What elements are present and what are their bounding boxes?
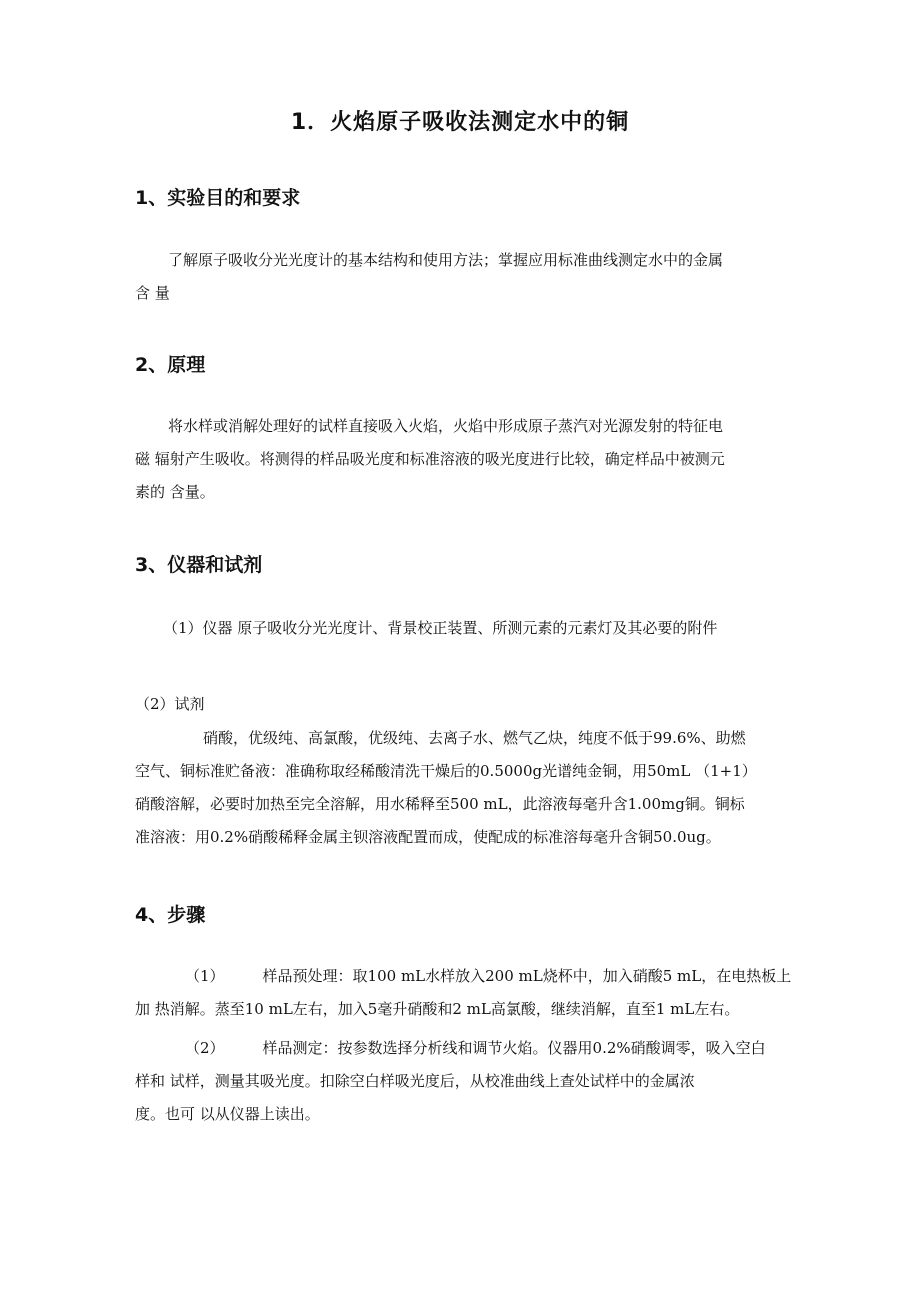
instrument-paragraph — [135, 612, 795, 645]
paragraph-line: 空气、铜标准贮备液：准确称取经稀酸清洗干燥后的0.5000g光谱纯金铜，用50mL （1+1） — [135, 762, 757, 780]
step-line — [135, 960, 795, 993]
paragraph-line: 硝酸，优级纯、高氯酸，优级纯、去离子水、燃气乙炔，纯度不低于99.6%、助燃 — [203, 729, 746, 747]
paragraph-line: 硝酸溶解，必要时加热至完全溶解，用水稀释至500 mL，此溶液每毫升含1.00mg铜。铜标 — [135, 795, 745, 813]
section-body-principle — [135, 410, 795, 509]
paragraph-line: 素的 含量。 — [135, 483, 215, 501]
step-text: 样品预处理：取100 mL水样放入200 mL烧杯中，加入硝酸5 mL，在电热板上 — [262, 967, 792, 985]
paragraph-line: （1）仪器 原子吸收分光光度计、背景校正装置、所测元素的元素灯及其必要的附件 — [163, 619, 718, 637]
paragraph-line: （2）试剂 — [135, 695, 205, 713]
reagent-paragraph — [135, 722, 795, 854]
step-number: （2） — [185, 1039, 225, 1057]
reagent-label — [135, 688, 795, 721]
step-line — [135, 1032, 795, 1065]
section-heading-instruments: 3、仪器和试剂 — [135, 554, 263, 576]
step-line: 样和 试样，测量其吸光度。扣除空白样吸光度后，从校准曲线上查处试样中的金属浓 — [135, 1072, 695, 1090]
section-body-purpose — [135, 244, 795, 310]
paragraph-line: 准溶液：用0.2%硝酸稀释金属主钡溶液配置而成，使配成的标准溶每毫升含铜50.0ug。 — [135, 828, 721, 846]
paragraph-line: 磁 辐射产生吸收。将测得的样品吸光度和标准溶液的吸光度进行比较，确定样品中被测元 — [135, 450, 725, 468]
paragraph-line: 了解原子吸收分光光度计的基本结构和使用方法；掌握应用标准曲线测定水中的金属 — [168, 251, 724, 269]
step-line: 度。也可 以从仪器上读出。 — [135, 1105, 320, 1123]
step-2 — [135, 1032, 795, 1131]
step-text: 样品测定：按参数选择分析线和调节火焰。仪器用0.2%硝酸调零，吸入空白 — [262, 1039, 766, 1057]
paragraph-line: 将水样或消解处理好的试样直接吸入火焰，火焰中形成原子蒸汽对光源发射的特征电 — [168, 417, 724, 435]
paragraph-line: 含 量 — [135, 284, 170, 302]
section-heading-steps: 4、步骤 — [135, 904, 206, 926]
section-heading-principle: 2、原理 — [135, 354, 206, 376]
section-heading-purpose: 1、实验目的和要求 — [135, 187, 301, 209]
document-title: 1．火焰原子吸收法测定水中的铜 — [290, 110, 630, 135]
step-1 — [135, 960, 795, 1026]
step-number: （1） — [185, 967, 225, 985]
step-line: 加 热消解。蒸至10 mL左右，加入5毫升硝酸和2 mL高氯酸，继续消解，直至1 mL左右。 — [135, 1000, 740, 1018]
